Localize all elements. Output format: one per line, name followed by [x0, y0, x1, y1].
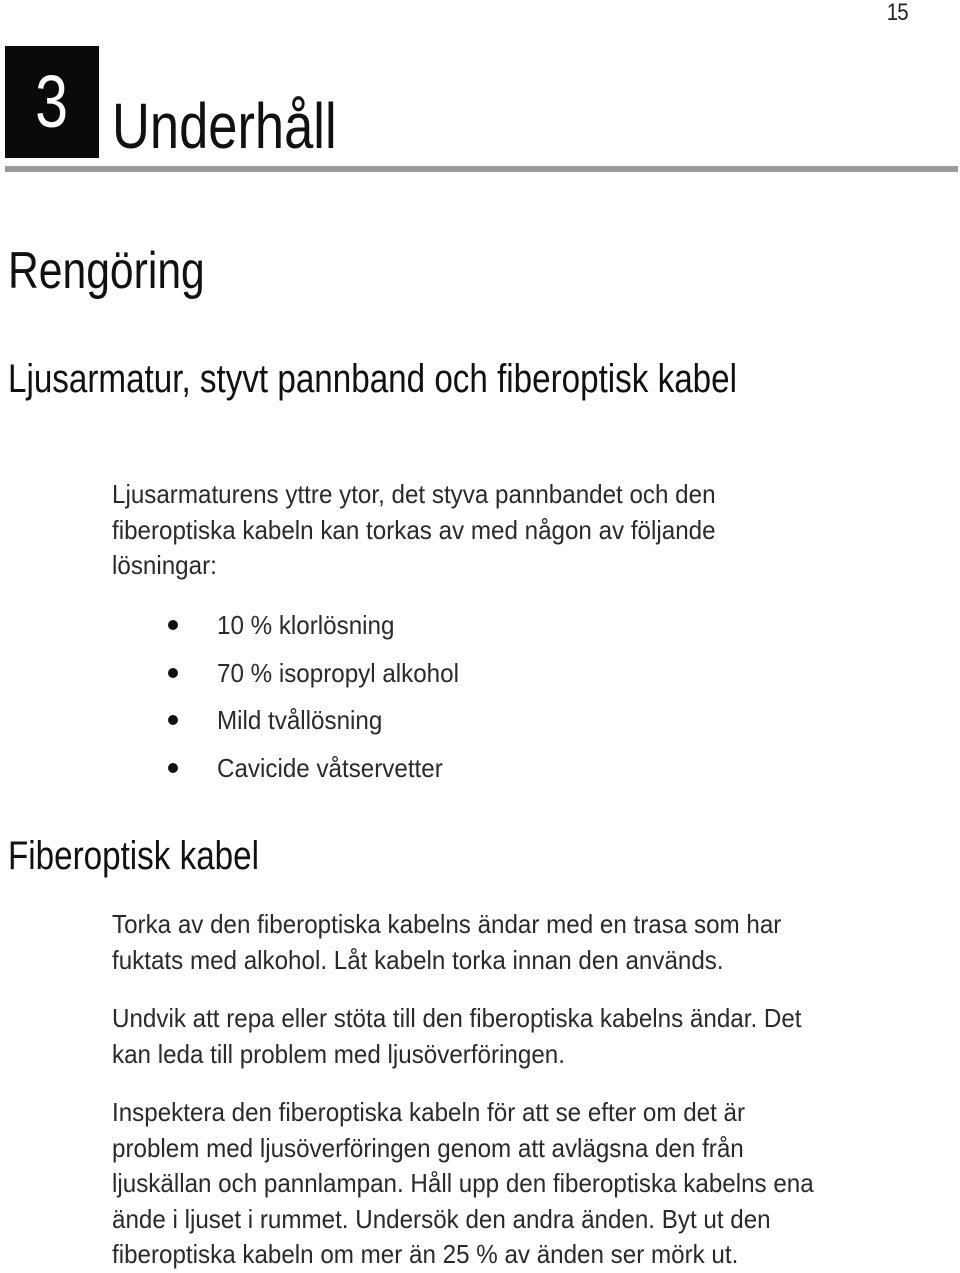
subsection-heading-cleaning: Ljusarmatur, styvt pannband och fiberoptisk kabel: [8, 357, 737, 401]
bullet-icon: [168, 620, 178, 630]
paragraph-line: Undvik att repa eller stöta till den fiberoptiska kabelns ändar. Det: [112, 1003, 802, 1033]
paragraph-line: ände i ljuset i rummet. Undersök den andra änden. Byt ut den: [112, 1203, 771, 1234]
paragraph-line: fiberoptiska kabeln om mer än 25 % av änden ser mörk ut.: [112, 1239, 739, 1269]
intro-line: fiberoptiska kabeln kan torkas av med någon av följande: [112, 514, 716, 545]
bullet-icon: [168, 715, 178, 725]
bullet-icon: [168, 668, 178, 678]
list-item-text: 70 % isopropyl alkohol: [217, 657, 459, 688]
chapter-divider: [5, 166, 958, 172]
paragraph-avoid-scratch: [112, 1001, 893, 1072]
page-number: 15: [887, 0, 908, 26]
intro-paragraph: [112, 477, 893, 584]
paragraph-line: kan leda till problem med ljusöverföringen.: [112, 1038, 565, 1069]
paragraph-line: ljuskällan och pannlampan. Håll upp den fiberoptiska kabelns ena: [112, 1168, 814, 1198]
subsection-heading-fiber-cable: Fiberoptisk kabel: [8, 834, 259, 878]
intro-line: Ljusarmaturens yttre ytor, det styva pannbandet och den: [112, 479, 716, 509]
list-item-text: 10 % klorlösning: [217, 610, 395, 640]
bullet-icon: [168, 763, 178, 773]
section-heading: Rengöring: [8, 242, 205, 300]
paragraph-inspect: [112, 1095, 893, 1273]
intro-line: lösningar:: [112, 550, 217, 580]
paragraph-line: Torka av den fiberoptiska kabelns ändar med en trasa som har: [112, 909, 782, 939]
list-item-text: Mild tvållösning: [217, 705, 383, 735]
paragraph-line: fuktats med alkohol. Låt kabeln torka innan den används.: [112, 944, 724, 975]
paragraph-line: Inspektera den fiberoptiska kabeln för att se efter om det är: [112, 1097, 746, 1127]
paragraph-wipe-ends: [112, 907, 893, 978]
list-item-text: Cavicide våtservetter: [217, 752, 443, 783]
chapter-number: 3: [35, 60, 69, 143]
chapter-number-box: [5, 46, 99, 158]
chapter-title: Underhåll: [112, 90, 337, 162]
paragraph-line: problem med ljusöverföringen genom att avlägsna den från: [112, 1132, 744, 1163]
